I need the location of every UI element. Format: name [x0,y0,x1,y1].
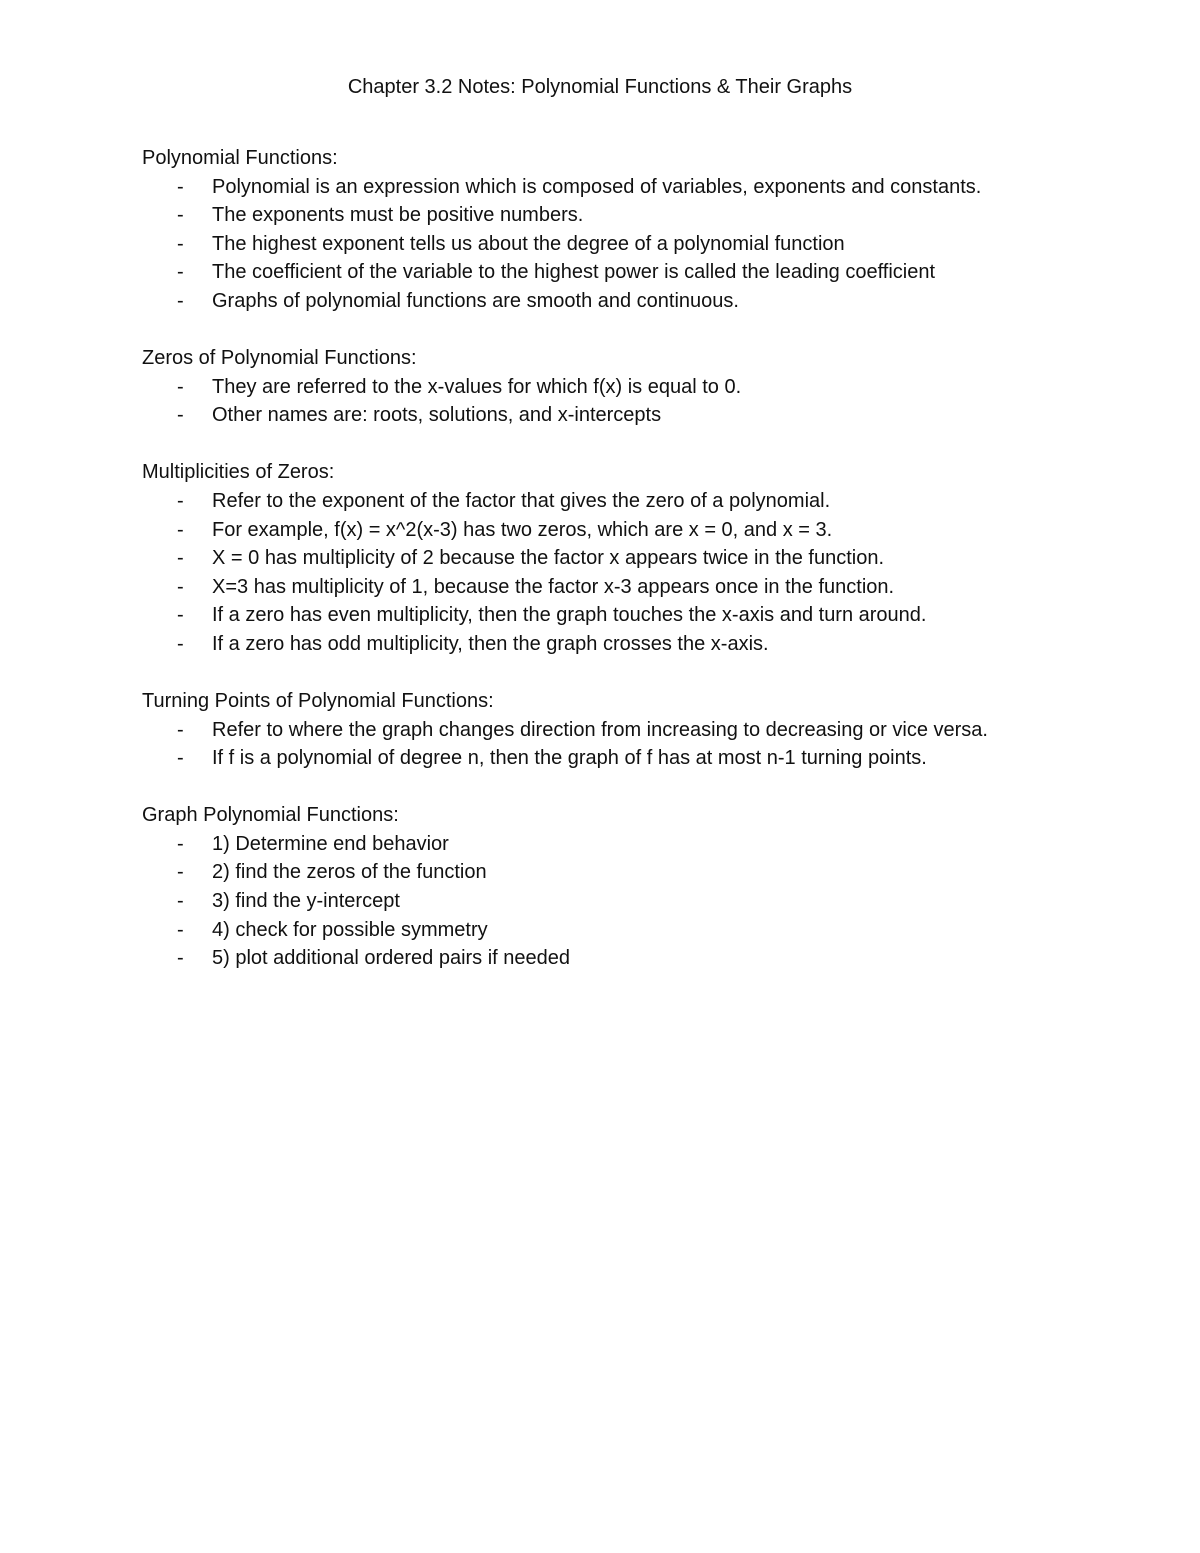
list-item [142,173,1102,202]
section-polynomial-functions [142,144,1102,316]
bullet-dash: - [177,175,184,198]
bullet-dash: - [177,575,184,598]
section-multiplicities [142,458,1102,658]
bullet-dash: - [177,489,184,512]
list-item-text: 4) check for possible symmetry [212,918,488,941]
list-item [142,201,1102,230]
list-item-text: X = 0 has multiplicity of 2 because the factor x appears twice in the function. [212,547,885,570]
list-item-text: If f is a polynomial of degree n, then the graph of f has at most n-1 turning points. [212,747,927,770]
bullet-dash: - [177,375,184,398]
list-item [142,744,1102,773]
list-item [142,487,1102,516]
list-item-text: The highest exponent tells us about the degree of a polynomial function [212,232,845,255]
list-item-text: The coefficient of the variable to the highest power is called the leading coefficient [212,261,936,284]
list-item-text: 2) find the zeros of the function [212,861,487,884]
list-item-text: If a zero has odd multiplicity, then the graph crosses the x-axis. [212,632,769,655]
section-graph-steps [142,801,1102,973]
list-item-text: Refer to the exponent of the factor that gives the zero of a polynomial. [212,489,831,512]
bullet-dash: - [177,518,184,541]
bullet-list [142,173,1102,316]
list-item-text: 1) Determine end behavior [212,832,449,855]
bullet-dash: - [177,547,184,570]
list-item [142,401,1102,430]
list-item-text: The exponents must be positive numbers. [212,204,584,227]
list-item-text: If a zero has even multiplicity, then the graph touches the x-axis and turn around. [212,604,927,627]
document-title: Chapter 3.2 Notes: Polynomial Functions & Their Graphs [347,76,853,98]
list-item [142,258,1102,287]
list-item [142,287,1102,316]
list-item [142,573,1102,602]
list-item-text: 3) find the y-intercept [212,890,400,913]
section-heading: Zeros of Polynomial Functions: [142,347,417,370]
notes-content [142,144,1102,1001]
list-item [142,716,1102,745]
bullet-dash: - [177,261,184,284]
bullet-list [142,716,1102,773]
bullet-dash: - [177,747,184,770]
list-item [142,230,1102,259]
list-item-text: 5) plot additional ordered pairs if needed [212,947,571,970]
bullet-list [142,830,1102,973]
bullet-dash: - [177,632,184,655]
list-item [142,630,1102,659]
list-item-text: They are referred to the x-values for which f(x) is equal to 0. [212,375,742,398]
section-heading: Polynomial Functions: [142,147,338,169]
section-zeros [142,344,1102,430]
bullet-dash: - [177,204,184,227]
list-item [142,516,1102,545]
list-item [142,916,1102,945]
section-heading: Graph Polynomial Functions: [142,804,399,827]
bullet-list [142,373,1102,430]
bullet-dash: - [177,861,184,884]
bullet-dash: - [177,232,184,255]
bullet-dash: - [177,604,184,627]
bullet-dash: - [177,832,184,855]
bullet-dash: - [177,890,184,913]
list-item-text: X=3 has multiplicity of 1, because the factor x-3 appears once in the function. [212,575,895,598]
list-item [142,601,1102,630]
list-item [142,830,1102,859]
list-item-text: Graphs of polynomial functions are smooth and continuous. [212,289,739,312]
section-heading: Turning Points of Polynomial Functions: [142,690,494,712]
bullet-dash: - [177,918,184,941]
section-heading: Multiplicities of Zeros: [142,461,335,484]
list-item [142,887,1102,916]
list-item-text: Refer to where the graph changes direction from increasing to decreasing or vice versa. [212,718,988,741]
bullet-dash: - [177,404,184,427]
list-item [142,373,1102,402]
list-item-text: Other names are: roots, solutions, and x-intercepts [212,404,662,427]
bullet-dash: - [177,947,184,970]
bullet-dash: - [177,718,184,741]
bullet-list [142,487,1102,659]
list-item-text: Polynomial is an expression which is composed of variables, exponents and constants. [212,175,982,198]
section-turning-points [142,687,1102,773]
list-item [142,944,1102,973]
list-item-text: For example, f(x) = x^2(x-3) has two zeros, which are x = 0, and x = 3. [212,518,833,541]
bullet-dash: - [177,289,184,312]
list-item [142,544,1102,573]
list-item [142,858,1102,887]
